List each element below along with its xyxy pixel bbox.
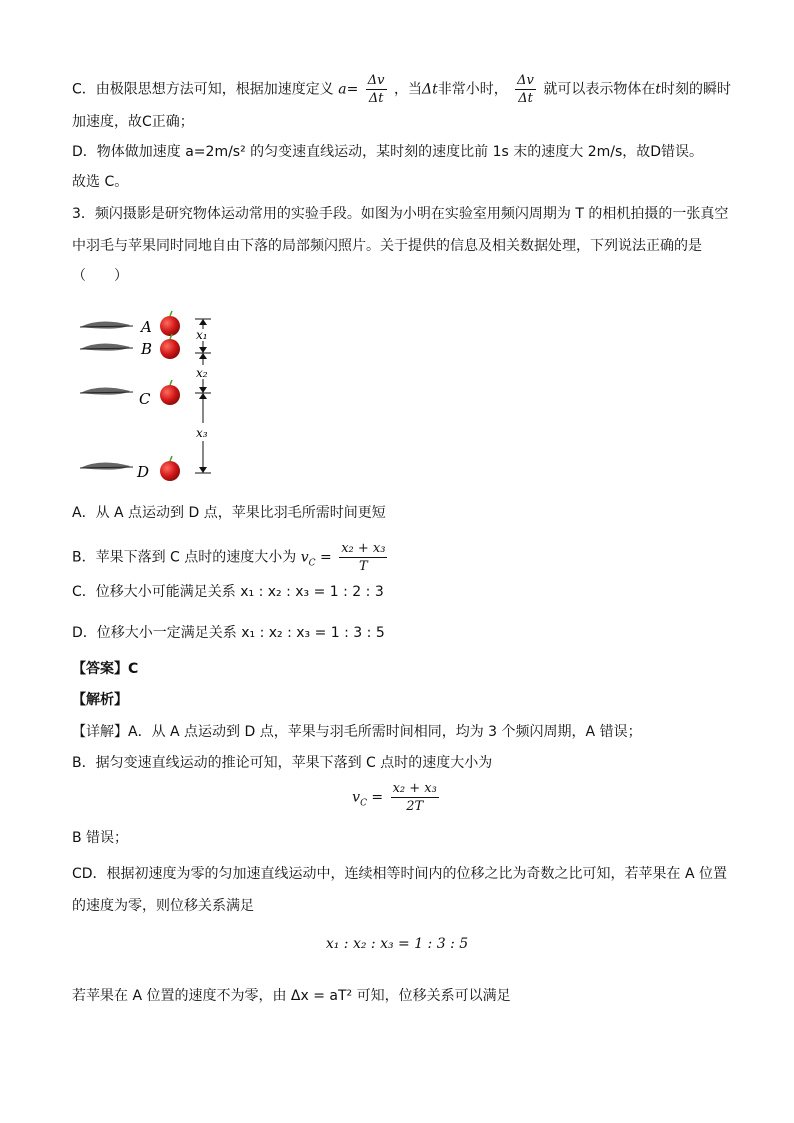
answer-label: 【答案】C <box>72 661 139 677</box>
frac-den: T <box>358 559 368 574</box>
eq-sub-c: C <box>360 798 367 809</box>
text-segment: 就可以表示物体在 <box>543 81 656 98</box>
choose-answer-prev: 故选 C。 <box>72 174 129 190</box>
x2-label: x₂ <box>196 366 208 380</box>
x3-label: x₃ <box>196 426 208 440</box>
var-t: t <box>655 81 661 98</box>
apple-c <box>160 385 180 405</box>
question-line2: 中羽毛与苹果同时同地自由下落的局部频闪照片。关于提供的信息及相关数据处理，下列说法正确的是 <box>72 238 702 254</box>
detail-cd-line1: CD．根据初速度为零的匀加速直线运动中，连续相等时间内的位移之比为奇数之比可知，若苹果在 A 位置 <box>72 866 728 882</box>
detail-a: 【详解】A．从 A 点运动到 D 点，苹果与羽毛所需时间相同，均为 3 个频闪周期，A 错误； <box>72 724 642 740</box>
feather-b <box>80 343 133 350</box>
frac-num: x₂ + x₃ <box>341 541 386 556</box>
option-c: C．位移大小可能满足关系 x₁ : x₂ : x₃ = 1 : 2 : 3 <box>72 584 384 600</box>
text-segment: C．由极限思想方法可知，根据加速度定义 <box>72 81 334 98</box>
analysis-label: 【解析】 <box>72 692 128 708</box>
option-b <box>72 540 390 575</box>
apple-stem-c <box>170 380 172 385</box>
label-a: A <box>141 318 152 336</box>
feather-d <box>80 462 133 469</box>
frac-num: Δv <box>367 73 385 88</box>
question-line1: 3．频闪摄影是研究物体运动常用的实验手段。如图为小明在实验室用频闪周期为 T 的相机拍摄的一张真空 <box>72 206 729 222</box>
detail-last: 若苹果在 A 位置的速度不为零，由 Δx = aT² 可知，位移关系可以满足 <box>72 988 511 1004</box>
text-segment: 非常小时， <box>437 81 508 98</box>
fraction-dv-dt <box>366 72 387 107</box>
option-a: A．从 A 点运动到 D 点，苹果比羽毛所需时间更短 <box>72 505 386 521</box>
eq-sign: = <box>371 789 384 806</box>
option-b-fraction <box>339 540 387 575</box>
detail-cd-line2: 的速度为零，则位移关系满足 <box>72 898 254 914</box>
detail-b-wrong: B 错误； <box>72 830 129 846</box>
eq-sign: = <box>320 549 332 566</box>
frac-den: Δt <box>368 91 384 106</box>
option-d-prev: D．物体做加速度 a=2m/s² 的匀变速直线运动，某时刻的速度比前 1s 末的速度大 2m/s，故D错误。 <box>72 144 704 160</box>
frac-den: 2T <box>406 799 424 814</box>
var-v: v <box>300 549 309 566</box>
fraction-dv-dt-2 <box>515 72 536 107</box>
apple-stem-d <box>170 456 172 461</box>
label-c: C <box>139 390 151 408</box>
apple-a <box>160 316 180 336</box>
label-b: B <box>141 340 153 358</box>
option-b-text: B．苹果下落到 C 点时的速度大小为 <box>72 549 297 566</box>
frac-den: Δt <box>518 91 533 106</box>
equation-ratio: x₁ : x₂ : x₃ = 1 : 3 : 5 <box>325 936 469 952</box>
feather-a <box>80 321 133 328</box>
feather-c <box>80 387 133 394</box>
var-a: a <box>338 81 347 98</box>
x1-label: x₁ <box>196 328 208 342</box>
option-c-line1 <box>72 72 731 107</box>
apple-b <box>160 339 180 359</box>
detail-b: B．据匀变速直线运动的推论可知，苹果下落到 C 点时的速度大小为 <box>72 755 493 771</box>
var-dt: Δt <box>421 81 438 98</box>
eq-sign: = <box>346 81 359 98</box>
text-segment: 时刻的瞬时 <box>661 81 731 98</box>
eq-fraction <box>391 780 439 815</box>
strobe-photo-figure <box>75 305 225 490</box>
equation-vc <box>0 780 794 815</box>
frac-num: x₂ + x₃ <box>392 781 437 796</box>
eq-var-v: v <box>352 789 361 806</box>
question-line3: （ ） <box>72 268 128 284</box>
text-segment: ，当 <box>393 81 422 98</box>
option-c-line2: 加速度，故C正确； <box>72 114 194 130</box>
apple-d <box>160 461 180 481</box>
label-d: D <box>137 463 150 481</box>
sub-c: C <box>308 558 316 569</box>
option-d: D．位移大小一定满足关系 x₁ : x₂ : x₃ = 1 : 3 : 5 <box>72 625 385 641</box>
apple-stem-a <box>170 311 172 316</box>
frac-num: Δv <box>517 73 534 88</box>
